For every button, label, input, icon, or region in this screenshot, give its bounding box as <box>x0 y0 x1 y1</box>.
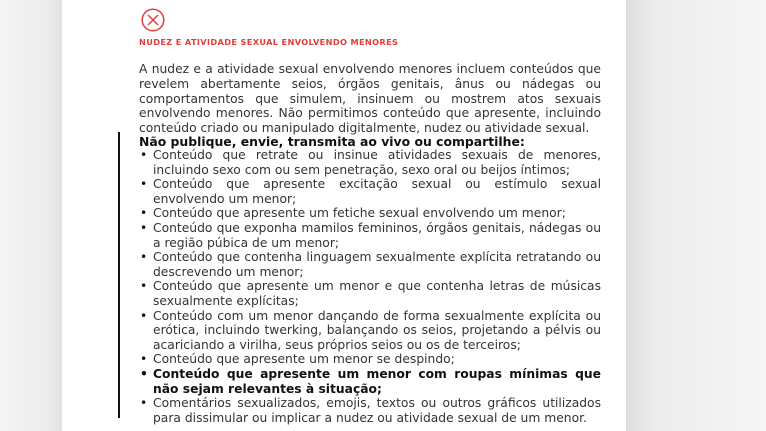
list-item: • Conteúdo com um menor dançando de forma sexualmente explícita ou erótica, incluindo twerking, balançando os seios, projetando a pélvis ou acariciando a virilha, seus próprios seios ou os de terceiros; <box>139 309 601 353</box>
close-circle-icon <box>141 8 165 32</box>
section-title: NUDEZ E ATIVIDADE SEXUAL ENVOLVENDO MENORES <box>139 37 399 47</box>
list-item: • Conteúdo que apresente um menor e que contenha letras de músicas sexualmente explícitas; <box>139 279 601 308</box>
list-item: • Conteúdo que apresente um menor se despindo; <box>139 352 601 367</box>
document-page <box>62 0 626 431</box>
list-item: • Conteúdo que apresente um fetiche sexual envolvendo um menor; <box>139 206 601 221</box>
list-item: • Comentários sexualizados, emojis, textos ou outros gráficos utilizados para dissimular ou implicar a nudez ou atividade sexual de um menor. <box>139 396 601 425</box>
prohibited-subheading: Não publique, envie, transmita ao vivo ou compartilhe: <box>139 134 525 149</box>
background-right-margin <box>626 0 766 431</box>
list-item-emphasized: • Conteúdo que apresente um menor com roupas mínimas que não sejam relevantes à situação; <box>139 367 601 396</box>
list-item: • Conteúdo que contenha linguagem sexualmente explícita retratando ou descrevendo um menor; <box>139 250 601 279</box>
intro-paragraph: A nudez e a atividade sexual envolvendo menores incluem conteúdos que revelem abertamente seios, órgãos genitais, ânus ou nádegas ou comportamentos que simulem, insinuem ou mostrem atos sexuais envolvendo menores. Não permitimos conteúdo que apresente, incluindo conteúdo criado ou manipulado digitalmente, nudez ou atividade sexual. <box>139 62 601 136</box>
list-item: • Conteúdo que apresente excitação sexual ou estímulo sexual envolvendo um menor; <box>139 177 601 206</box>
list-item: • Conteúdo que retrate ou insinue atividades sexuais de menores, incluindo sexo com ou sem penetração, sexo oral ou beijos íntimos; <box>139 148 601 177</box>
left-rule <box>118 132 120 418</box>
background-left-margin <box>0 0 62 431</box>
list-item: • Conteúdo que exponha mamilos femininos, órgãos genitais, nádegas ou a região púbica de um menor; <box>139 221 601 250</box>
prohibited-list <box>139 148 601 425</box>
